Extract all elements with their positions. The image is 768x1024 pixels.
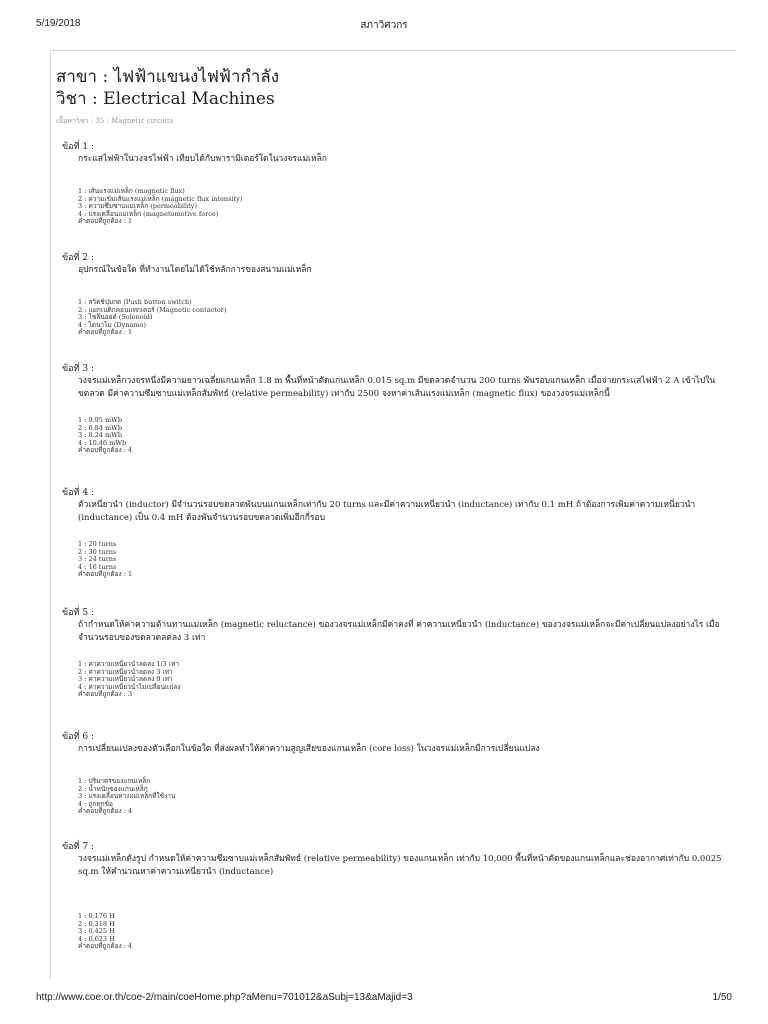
choice-item: 4 : 10.46 mWb <box>78 438 127 447</box>
choice-item: 1 : 0.176 H <box>78 912 115 920</box>
choice-item: 2 : 30 turns <box>78 547 117 556</box>
choice-item: 3 : 0.425 H <box>78 927 115 936</box>
question-1 <box>62 142 722 226</box>
question-text: วงจรแม่เหล็กดังรูป กำหนดให้ค่าความซึมซาบแม่เหล็กสัมพัทธ์ (relative permeability) ของแกนเหล็ก เท่ากับ 10,000 พื้นที่หน้าตัดของแกนเหล็กและช่องอากาศเท่ากับ 0.0025 sq.m ให้คำนวณหาค่าความเหนี่ยวนำ (inductance) <box>78 854 722 877</box>
question-text: วงจรแม่เหล็กวงจรหนึ่งมีความยาวเฉลี่ยแกนเหล็ก 1.8 m พื้นที่หน้าตัดแกนเหล็ก 0.015 sq.m มีขดลวดจำนวน 200 turns พันรอบแกนเหล็ก เมื่อจ่ายกระแสไฟฟ้า 2 A เข้าไปในขดลวด มีค่าความซึมซาบแม่เหล็กสัมพัทธ์ (relative permeability) เท่ากับ 2500 จงหาค่าเส้นแรงแม่เหล็ก (magnetic flux) ของวงจรแม่เหล็กนี้ <box>78 376 716 399</box>
choice-item: 4 : 16 turns <box>78 562 117 571</box>
question-2 <box>62 253 722 337</box>
exam-content <box>50 50 736 980</box>
choice-item: 2 : 6.84 mWb <box>78 423 123 432</box>
major-label: สาขา : ไฟฟ้าแขนงไฟฟ้ากำลัง <box>56 67 280 87</box>
question-text: ถ้ากำหนดให้ค่าความต้านทานแม่เหล็ก (magnetic reluctance) ของวงจรแม่เหล็กมีค่าคงที่ ค่าความเหนี่ยวนำ (inductance) ของวงจรแม่เหล็กจะมีค่าเปลี่ยนแปลงอย่างไร เมื่อจำนวนรอบของขดลวดลดลง 3 เท่า <box>78 620 720 643</box>
choice-item: 3 : ความซึมซาบแม่เหล็ก (permeability) <box>78 202 197 211</box>
choice-item: 4 : ไดนาโม (Dynamo) <box>78 320 146 329</box>
choice-item: 1 : สวิตช์ปุ่มกด (Push button switch) <box>78 298 192 306</box>
page-number: 1/50 <box>712 992 732 1003</box>
choice-item: 4 : แรงเคลื่อนแม่เหล็ก (magnetomotive force) <box>78 209 219 218</box>
question-number: ข้อที่ 6 : <box>62 732 94 742</box>
question-text: ตัวเหนี่ยวนำ (inductor) มีจำนวนรอบขดลวดพันบนแกนเหล็กเท่ากับ 20 turns และมีค่าความเหนี่ยวนำ (inductance) เท่ากับ 0.1 mH ถ้าต้องการเพิ่มค่าความเหนี่ยวนำ (inductance) เป็น 0.4 mH ต้องพันจำนวนรอบขดลวดเพิ่มอีกกี่รอบ <box>78 500 696 523</box>
question-number: ข้อที่ 4 : <box>62 488 94 498</box>
choice-list <box>78 661 722 699</box>
choice-item: 4 : ถูกทุกข้อ <box>78 799 113 808</box>
choice-item: 3 : แรงเคลื่อนทางแม่เหล็กที่ใช้งาน <box>78 792 176 801</box>
question-number: ข้อที่ 2 : <box>62 253 94 263</box>
choice-item: 4 : ค่าความเหนี่ยวนำไม่เปลี่ยนแปลง <box>78 682 181 691</box>
choice-list <box>78 778 722 816</box>
choice-item: 1 : 20 turns <box>78 540 117 548</box>
correct-answer: คำตอบที่ถูกต้อง : 4 <box>78 807 133 816</box>
correct-answer: คำตอบที่ถูกต้อง : 3 <box>78 690 133 699</box>
question-7 <box>62 842 722 951</box>
title-block <box>56 66 279 127</box>
choice-list <box>78 417 722 455</box>
choice-item: 2 : แมกเนติกคอนแทกเตอร์ (Magnetic contactor) <box>78 305 227 314</box>
choice-item: 3 : 8.24 mWb <box>78 431 123 440</box>
subject-label: วิชา : Electrical Machines <box>56 89 275 109</box>
choice-item: 2 : น้ำหนักของแกนเหล็ก <box>78 784 148 793</box>
correct-answer: คำตอบที่ถูกต้อง : 1 <box>78 217 133 226</box>
question-text: อุปกรณ์ในข้อใด ที่ทำงานโดยไม่ได้ใช้หลักการของสนามแม่เหล็ก <box>78 265 312 275</box>
choice-item: 1 : ค่าความเหนี่ยวนำลดลง 1/3 เท่า <box>78 660 180 668</box>
choice-list <box>78 299 722 337</box>
question-text: กระแสไฟฟ้าในวงจรไฟฟ้า เทียบได้กับพารามิเตอร์ใดในวงจรแม่เหล็ก <box>78 154 327 164</box>
source-url: http://www.coe.or.th/coe-2/main/coeHome.php?aMenu=701012&aSubj=13&aMajid=3 <box>36 992 413 1003</box>
correct-answer: คำตอบที่ถูกต้อง : 4 <box>78 942 133 951</box>
choice-list <box>78 541 722 579</box>
choice-item: 2 : 0.318 H <box>78 919 115 928</box>
print-title: สภาวิศวกร <box>360 20 408 31</box>
choice-item: 3 : 24 turns <box>78 555 117 564</box>
question-number: ข้อที่ 7 : <box>62 842 94 852</box>
choice-list <box>78 913 722 951</box>
choice-item: 1 : ปริมาตรของแกนเหล็ก <box>78 777 151 785</box>
choice-item: 2 : ค่าความเหนี่ยวนำลดลง 3 เท่า <box>78 667 173 676</box>
question-6 <box>62 732 722 816</box>
choice-list <box>78 188 722 226</box>
question-number: ข้อที่ 3 : <box>62 364 94 374</box>
question-5 <box>62 608 722 699</box>
choice-item: 2 : ความเข้มเส้นแรงแม่เหล็ก (magnetic flux intensity) <box>78 194 243 203</box>
top-divider <box>50 50 736 51</box>
question-text: การเปลี่ยนแปลงของตัวเลือกในข้อใด ที่ส่งผลทำให้ค่าความสูญเสียของแกนเหล็ก (core loss) ในวงจรแม่เหล็กมีการเปลี่ยนแปลง <box>78 744 540 754</box>
topic-label: เนื้อหาวิชา : 35 : Magnetic circuits <box>56 117 174 125</box>
choice-item: 4 : 0.623 H <box>78 934 115 943</box>
choice-item: 3 : โซลีนอยด์ (Solenoid) <box>78 313 153 322</box>
question-3 <box>62 364 722 455</box>
question-number: ข้อที่ 1 : <box>62 142 94 152</box>
correct-answer: คำตอบที่ถูกต้อง : 1 <box>78 570 133 579</box>
correct-answer: คำตอบที่ถูกต้อง : 4 <box>78 446 133 455</box>
correct-answer: คำตอบที่ถูกต้อง : 1 <box>78 328 133 337</box>
left-border <box>50 50 51 980</box>
question-4 <box>62 488 722 579</box>
choice-item: 1 : 9.95 mWb <box>78 416 123 424</box>
question-number: ข้อที่ 5 : <box>62 608 94 618</box>
choice-item: 1 : เส้นแรงแม่เหล็ก (magnetic flux) <box>78 187 185 195</box>
choice-item: 3 : ค่าความเหนี่ยวนำลดลง 9 เท่า <box>78 675 173 684</box>
print-date: 5/19/2018 <box>36 18 81 29</box>
